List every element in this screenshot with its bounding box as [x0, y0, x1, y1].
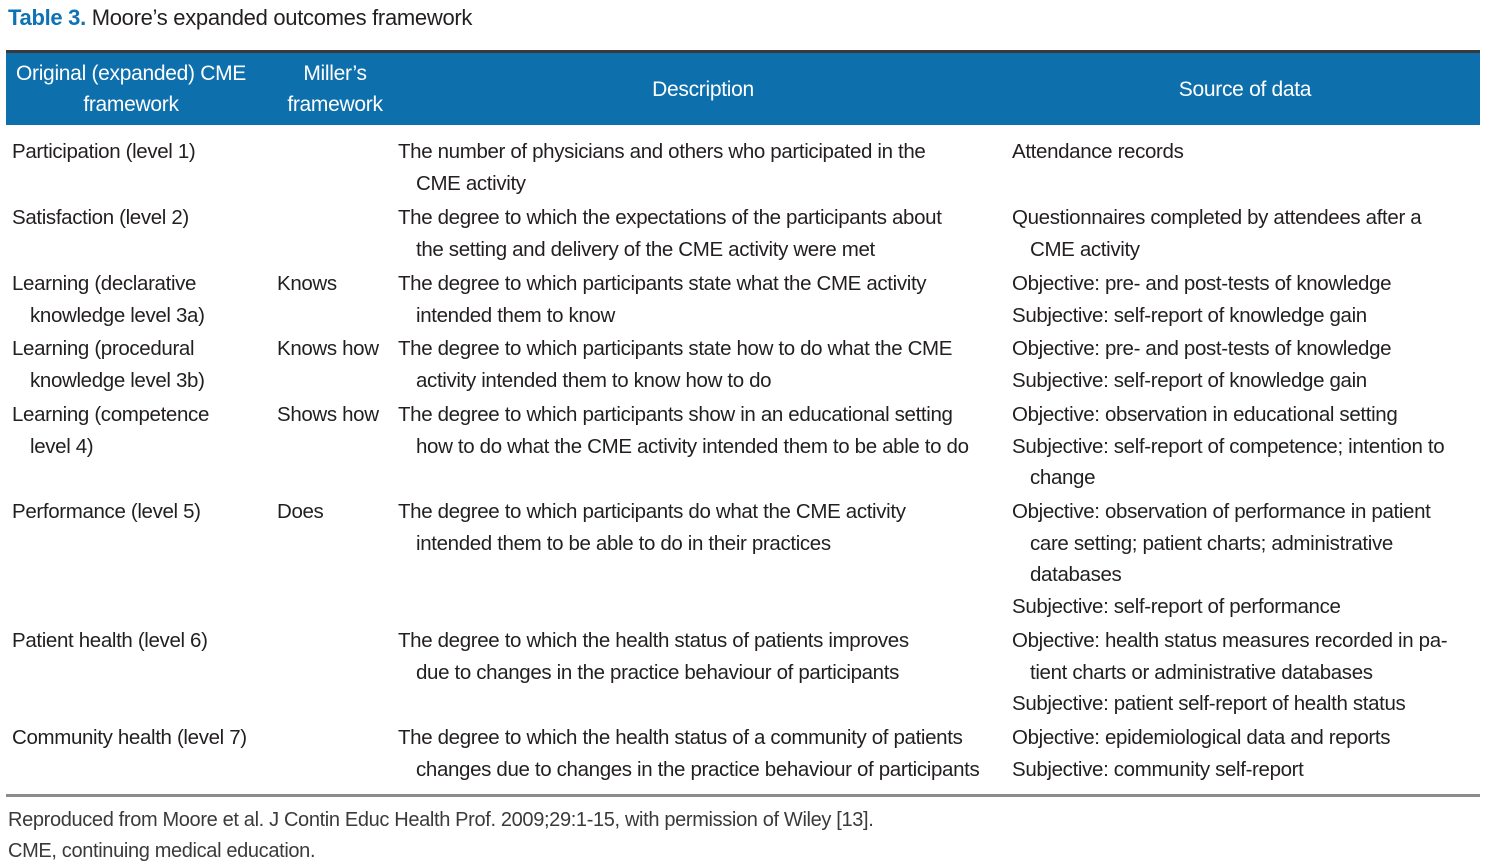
cell-line: Participation (level 1) — [12, 140, 196, 163]
cell-line: Objective: observation in educational setting — [1012, 403, 1398, 426]
abbreviation-note: CME, continuing medical education. — [8, 840, 316, 862]
cell-framework-level — [12, 625, 274, 657]
cell-miller-level — [277, 496, 395, 528]
cell-miller-level — [277, 268, 395, 300]
source-item — [1012, 399, 1478, 431]
cell-line: The degree to which participants state how to do what the CME — [398, 337, 953, 360]
cell-line: Knows — [277, 272, 337, 295]
header-source-of-data: Source of data — [1178, 77, 1312, 101]
cell-line: Objective: health status measures recorded in pa- — [1012, 629, 1448, 652]
cell-line: Learning (declarative — [12, 272, 197, 295]
table-title: Moore’s expanded outcomes framework — [85, 5, 473, 30]
cell-line: change — [1030, 466, 1096, 489]
cell-description — [398, 625, 1010, 688]
header-description: Description — [652, 77, 754, 101]
source-item — [1012, 591, 1478, 623]
cell-line: Subjective: self-report of performance — [1012, 594, 1341, 618]
cell-line: Attendance records — [1012, 140, 1184, 163]
source-item — [1012, 722, 1478, 754]
cell-line: databases — [1030, 563, 1122, 586]
cell-line: The degree to which participants state what the CME activity — [398, 272, 927, 295]
cell-line: Objective: observation of performance in patient — [1012, 500, 1431, 523]
cell-line: how to do what the CME activity intended them to be able to do — [416, 434, 969, 458]
cell-miller-level — [277, 399, 395, 431]
table-label: Table 3. — [8, 5, 86, 30]
table-bottom-rule — [6, 794, 1480, 797]
cell-source-of-data — [1012, 333, 1478, 396]
cell-line: Subjective: self-report of knowledge gain — [1012, 303, 1367, 327]
cell-line: The degree to which participants show in an educational setting — [398, 403, 953, 426]
cell-line: changes due to changes in the practice behaviour of participants — [416, 757, 980, 781]
cell-line: the setting and delivery of the CME activity were met — [416, 237, 875, 261]
source-item — [1012, 431, 1478, 494]
cell-line: intended them to be able to do in their practices — [416, 531, 831, 555]
cell-description — [398, 268, 1010, 331]
source-item — [1012, 625, 1478, 688]
cell-line: Knows how — [277, 337, 379, 360]
cell-description — [398, 136, 1010, 199]
cell-line: knowledge level 3a) — [30, 303, 205, 327]
cell-line: due to changes in the practice behaviour of participants — [416, 660, 899, 684]
cell-source-of-data — [1012, 202, 1478, 265]
cell-line: Objective: epidemiological data and reports — [1012, 726, 1391, 749]
cell-line: care setting; patient charts; administrative — [1030, 531, 1393, 555]
source-item — [1012, 754, 1478, 786]
cell-line: The number of physicians and others who participated in the — [398, 140, 926, 163]
table-footnotes — [8, 805, 873, 867]
cell-framework-level — [12, 722, 274, 754]
cell-line: level 4) — [30, 434, 94, 458]
cell-line: CME activity — [416, 171, 526, 195]
cell-line: Subjective: self-report of competence; intention to — [1012, 434, 1445, 458]
cell-line: Shows how — [277, 403, 379, 426]
cell-source-of-data — [1012, 722, 1478, 785]
source-item — [1012, 300, 1478, 332]
cell-line: Satisfaction (level 2) — [12, 206, 189, 229]
cell-description — [398, 399, 1010, 462]
cell-line: tient charts or administrative databases — [1030, 660, 1373, 684]
cell-line: Learning (competence — [12, 403, 209, 426]
cell-description — [398, 202, 1010, 265]
cell-source-of-data — [1012, 625, 1478, 720]
cell-miller-level — [277, 333, 395, 365]
cell-line: Subjective: self-report of knowledge gain — [1012, 368, 1367, 392]
source-item — [1012, 496, 1478, 591]
cell-framework-level — [12, 268, 274, 331]
cell-source-of-data — [1012, 496, 1478, 622]
cell-line: The degree to which the expectations of the participants about — [398, 206, 942, 229]
source-item — [1012, 202, 1478, 265]
cell-description — [398, 722, 1010, 785]
cell-line: The degree to which the health status of patients improves — [398, 629, 909, 652]
cell-framework-level — [12, 496, 274, 528]
cell-line: Subjective: community self-report — [1012, 757, 1304, 781]
cell-line: The degree to which participants do what the CME activity — [398, 500, 906, 523]
cell-line: knowledge level 3b) — [30, 368, 205, 392]
source-item — [1012, 333, 1478, 365]
cell-line: Questionnaires completed by attendees after a — [1012, 206, 1422, 229]
cell-description — [398, 496, 1010, 559]
cell-framework-level — [12, 399, 274, 462]
cell-source-of-data — [1012, 268, 1478, 331]
cell-line: intended them to know — [416, 303, 615, 327]
cell-line: Learning (procedural — [12, 337, 195, 360]
header-millers-framework: Miller’s framework — [287, 62, 383, 116]
cell-line: Does — [277, 500, 324, 523]
cell-line: activity intended them to know how to do — [416, 368, 772, 392]
source-item — [1012, 688, 1478, 720]
cell-line: Performance (level 5) — [12, 500, 201, 523]
cell-line: Patient health (level 6) — [12, 629, 208, 652]
cell-line: Objective: pre- and post-tests of knowledge — [1012, 337, 1392, 360]
cell-framework-level — [12, 136, 274, 168]
table-caption — [8, 5, 472, 31]
source-item — [1012, 365, 1478, 397]
source-note: Reproduced from Moore et al. J Contin Educ Health Prof. 2009;29:1-15, with permission of Wiley [13]. — [8, 809, 874, 831]
table-header — [6, 53, 1480, 125]
source-item — [1012, 268, 1478, 300]
source-item — [1012, 136, 1478, 168]
cell-source-of-data — [1012, 136, 1478, 168]
cell-line: The degree to which the health status of a community of patients — [398, 726, 963, 749]
cell-description — [398, 333, 1010, 396]
cell-line: Subjective: patient self-report of health status — [1012, 692, 1406, 715]
header-original-framework: Original (expanded) CME framework — [15, 62, 247, 116]
cell-line: CME activity — [1030, 237, 1140, 261]
cell-line: Objective: pre- and post-tests of knowledge — [1012, 272, 1392, 295]
cell-source-of-data — [1012, 399, 1478, 494]
cell-framework-level — [12, 202, 274, 234]
cell-line: Community health (level 7) — [12, 726, 247, 749]
cell-framework-level — [12, 333, 274, 396]
